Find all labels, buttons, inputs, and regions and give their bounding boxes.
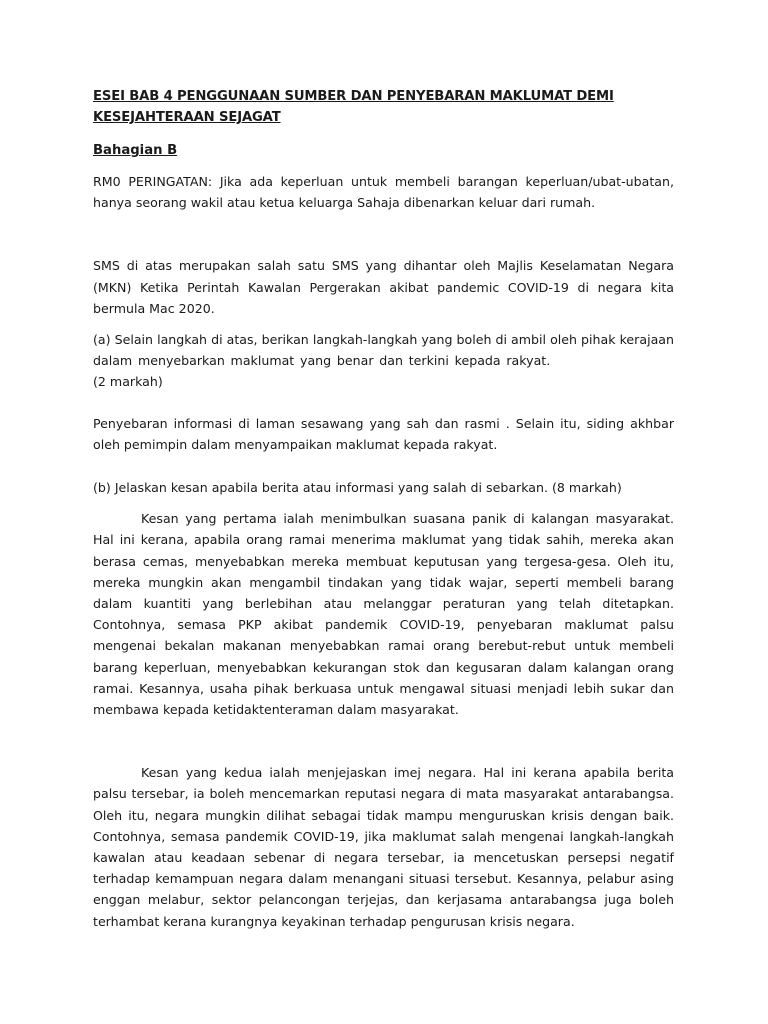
answer-b-paragraph-2: Kesan yang kedua ialah menjejaskan imej negara. Hal ini kerana apabila berita palsu tersebar, ia boleh mencemarkan reputasi negara di mata masyarakat antarabangsa. Oleh itu, negara mungkin dilihat sebagai tidak mampu menguruskan krisis dengan baik. Contohnya, semasa pandemik COVID-19, jika maklumat salah mengenai langkah-langkah kawalan atau keadaan sebenar di negara tersebar, ia mencetuskan persepsi negatif terhadap kemampuan negara dalam menangani situasi tersebut. Kesannya, pelabur asing enggan melabur, sektor pelancongan terjejas, dan kerjasama antarabangsa juga boleh terhambat kerana kurangnya keyakinan terhadap pengurusan krisis negara.: [93, 765, 674, 929]
question-a-marks: (2 markah): [93, 374, 163, 390]
section-heading: Bahagian B: [93, 143, 178, 158]
question-a: [93, 329, 674, 393]
question-b: (b) Jelaskan kesan apabila berita atau informasi yang salah di sebarkan. (8 markah): [93, 480, 622, 496]
context-paragraph: SMS di atas merupakan salah satu SMS yang dihantar oleh Majlis Keselamatan Negara (MKN) Ketika Perintah Kawalan Pergerakan akibat pandemic COVID-19 di negara kita bermula Mac 2020.: [93, 258, 674, 316]
document-title: ESEI BAB 4 PENGGUNAAN SUMBER DAN PENYEBARAN MAKLUMAT DEMI KESEJAHTERAAN SEJAGAT: [93, 89, 614, 125]
answer-a: Penyebaran informasi di laman sesawang yang sah dan rasmi . Selain itu, siding akhbar oleh pemimpin dalam menyampaikan maklumat kepada rakyat.: [93, 415, 674, 452]
document-page: [93, 86, 674, 932]
sms-text: RM0 PERINGATAN: Jika ada keperluan untuk membeli barangan keperluan/ubat-ubatan, hanya seorang wakil atau ketua keluarga Sahaja dibenarkan keluar dari rumah.: [93, 174, 674, 211]
answer-b-paragraph-1: Kesan yang pertama ialah menimbulkan suasana panik di kalangan masyarakat. Hal ini kerana, apabila orang ramai menerima maklumat yang tidak sahih, mereka akan berasa cemas, menyebabkan mereka membuat keputusan yang tergesa-gesa. Oleh itu, mereka mungkin akan mengambil tindakan yang tidak wajar, seperti membeli barang dalam kuantiti yang berlebihan atau melanggar peraturan yang telah ditetapkan. Contohnya, semasa PKP akibat pandemik COVID-19, penyebaran maklumat palsu mengenai bekalan makanan menyebabkan ramai orang berebut-rebut untuk membeli barang keperluan, menyebabkan kekurangan stok dan kegusaran dalam kalangan orang ramai. Kesannya, usaha pihak berkuasa untuk mengawal situasi menjadi lebih sukar dan membawa kepada ketidaktenteraman dalam masyarakat.: [93, 511, 674, 718]
question-a-text: (a) Selain langkah di atas, berikan langkah-langkah yang boleh di ambil oleh pihak kerajaan dalam menyebarkan maklumat yang benar dan terkini kepada rakyat.: [93, 332, 674, 369]
